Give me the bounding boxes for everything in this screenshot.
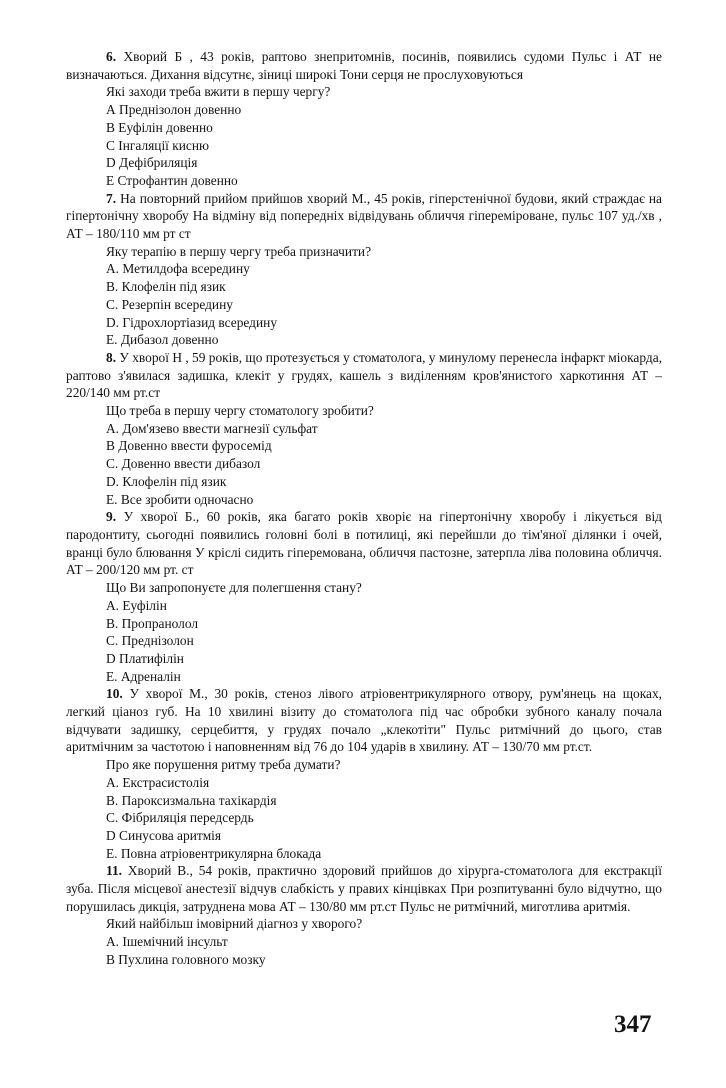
answer-option: С. Довенно ввести дибазол — [106, 456, 261, 472]
answer-option: Е Строфантин довенно — [106, 172, 238, 188]
question-prompt: Які заходи треба вжити в першу чергу? — [106, 84, 331, 100]
page-number: 347 — [614, 1011, 652, 1038]
question-stem — [66, 349, 662, 402]
answer-option: А. Еуфілін — [106, 597, 167, 613]
answer-option: В. Пароксизмальна тахікардія — [106, 792, 277, 808]
question-number: 11. — [106, 863, 122, 879]
question-7 — [66, 190, 662, 349]
answer-option: В Пухлина головного мозку — [106, 951, 266, 967]
question-text: Хворий Б , 43 років, раптово знепритомнів, посинів, появились судоми Пульс і АТ не визначаються. Дихання відсутнє, зіниці широкі Тони серця не прослуховуються — [66, 49, 662, 82]
question-9 — [66, 508, 662, 685]
question-10 — [66, 685, 662, 862]
answer-option: А Преднізолон довенно — [106, 102, 242, 118]
answer-option: А. Дом'язево ввести магнезії сульфат — [106, 420, 318, 436]
question-stem — [66, 862, 662, 915]
question-prompt: Яку терапію в першу чергу треба призначити? — [106, 243, 372, 259]
question-stem — [66, 190, 662, 243]
answer-option: С. Резерпін всередину — [106, 296, 233, 312]
answer-option: А. Метилдофа всередину — [106, 261, 250, 277]
answer-option: Е. Дибазол довенно — [106, 332, 219, 348]
answer-option: Е. Повна атріовентрикулярна блокада — [106, 845, 322, 861]
question-number: 7. — [106, 190, 117, 206]
question-stem — [66, 48, 662, 83]
answer-option: В. Клофелін під язик — [106, 279, 226, 295]
question-number: 9. — [106, 509, 117, 525]
answer-option: С. Фібриляція передсердь — [106, 810, 254, 826]
answer-option: С Інгаляції кисню — [106, 137, 210, 153]
answer-option: С. Преднізолон — [106, 633, 194, 649]
question-text: У хворої Б., 60 років, яка багато років хворіє на гіпертонічну хворобу і лікується від пародонтиту, сьогодні появились головні болі в потилиці, які перейшли до тім'яної ділянки і очей, вранці було блювання У кріслі сидить гіперемована, обличчя пастозне, затерпла ліва половина обличчя. АТ – 200/120 мм рт. ст — [66, 509, 662, 578]
questions-container — [66, 48, 662, 969]
question-text: У хворої Н , 59 років, що протезується у стоматолога, у минулому перенесла інфаркт міокарда, раптово з'явилася задишка, клекіт у грудях, кашель з виділенням кров'янистого харкотиння АТ – 220/140 мм рт.ст — [66, 349, 662, 401]
question-prompt: Що Ви запропонуєте для полегшення стану? — [106, 580, 362, 596]
question-text: На повторний прийом прийшов хворий М., 45 років, гіперстенічної будови, який страждає на гіпертонічну хворобу На відміну від попередніх відвідувань обличчя гіпереміроване, пульс 107 уд./хв , АТ – 180/110 мм рт ст — [66, 190, 662, 242]
answer-option: D Дефібриляція — [106, 155, 198, 171]
answer-option: D. Клофелін під язик — [106, 473, 227, 489]
question-number: 8. — [106, 349, 117, 365]
answer-option: Е. Все зробити одночасно — [106, 491, 254, 507]
question-8 — [66, 349, 662, 508]
answer-option: D Платифілін — [106, 650, 184, 666]
question-stem — [66, 685, 662, 756]
answer-option: Е. Адреналін — [106, 668, 181, 684]
question-11 — [66, 862, 662, 968]
answer-option: В. Пропранолол — [106, 615, 199, 631]
answer-option: D Синусова аритмія — [106, 827, 222, 843]
question-6 — [66, 48, 662, 190]
answer-option: А. Екстрасистолія — [106, 774, 210, 790]
question-prompt: Що треба в першу чергу стоматологу зробити? — [106, 403, 374, 419]
answer-option: А. Ішемічний інсульт — [106, 934, 228, 950]
answer-option: D. Гідрохлортіазид всередину — [106, 314, 278, 330]
question-text: Хворий В., 54 років, практично здоровий прийшов до хірурга-стоматолога для екстракції зуба. Після місцевої анестезії відчув слабкість у правих кінцівках При розпитуванні було відчутно, що порушилась дикція, затруднена мова АТ – 130/80 мм рт.ст Пульс не ритмічний, миготлива аритмія. — [66, 863, 662, 914]
question-prompt: Який найбільш імовірний діагноз у хворого? — [106, 916, 363, 932]
question-number: 10. — [106, 686, 123, 702]
answer-option: В Довенно ввести фуросемід — [106, 438, 272, 454]
question-text: У хворої М., 30 років, стеноз лівого атріовентрикулярного отвору, рум'янець на щоках, легкий ціаноз губ. На 10 хвилині візиту до стоматолога під час обробки зубного каналу почала відчувати задишку, серцебиття, у грудях почало „клекотіти" Пульс ритмічний до цього, став аритмічним за частотою і наповненням від 76 до 104 ударів в хвилину. АТ – 130/70 мм рт.ст. — [66, 686, 662, 755]
question-prompt: Про яке порушення ритму треба думати? — [106, 757, 341, 773]
question-stem — [66, 508, 662, 579]
answer-option: В Еуфілін довенно — [106, 119, 213, 135]
question-number: 6. — [106, 49, 117, 64]
